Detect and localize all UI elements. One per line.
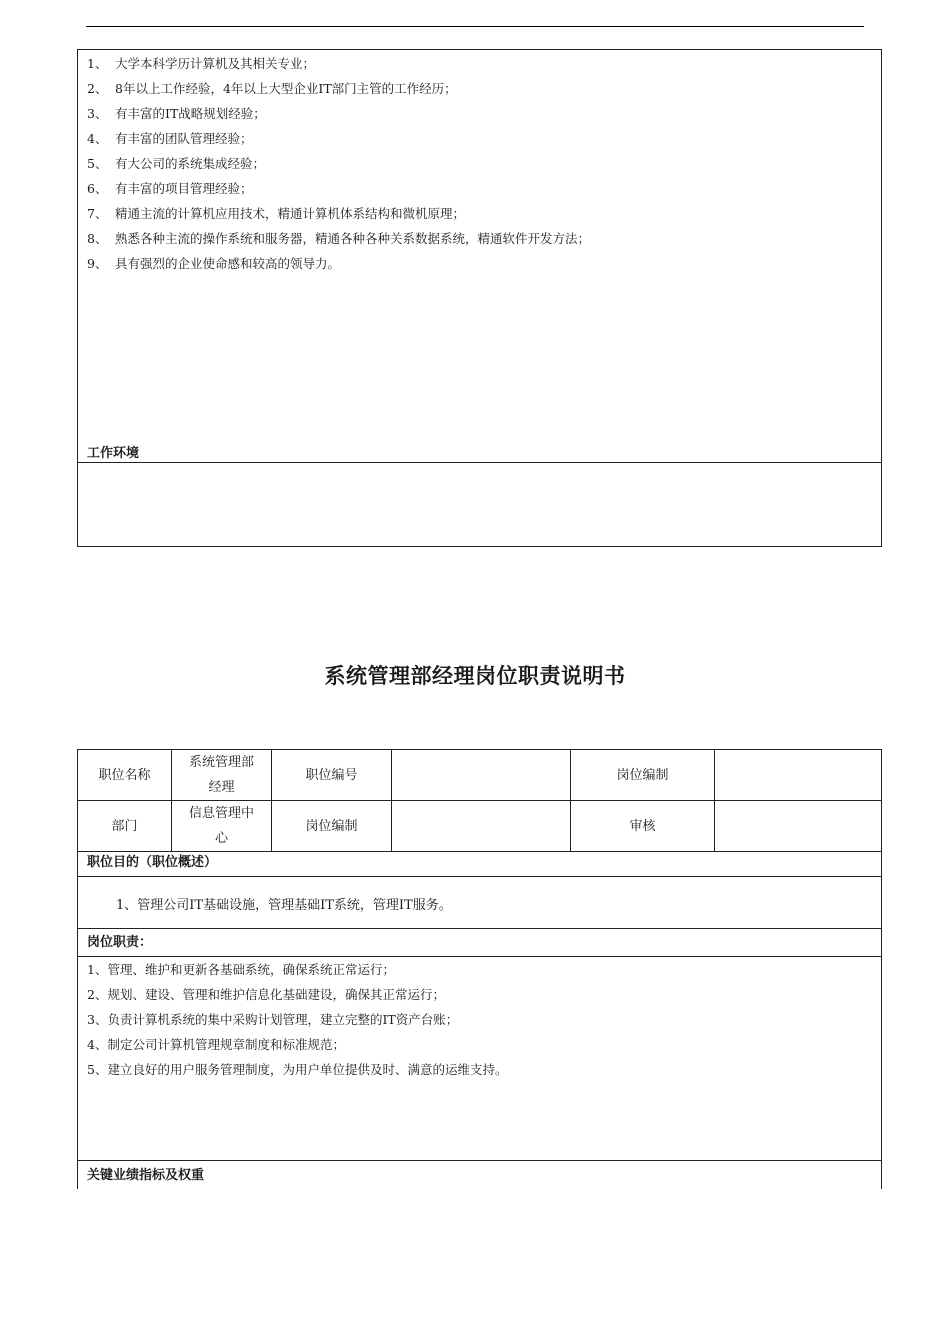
headcount-label: 岗位编制 <box>571 750 715 801</box>
position-name-value: 系统管理部 经理 <box>172 750 272 801</box>
list-item: 8、 熟悉各种主流的操作系统和服务器，精通各种各种关系数据系统，精通软件开发方法； <box>87 231 591 246</box>
list-item: 5、建立良好的用户服务管理制度，为用户单位提供及时、满意的运维支持。 <box>87 1062 508 1077</box>
job-info-table <box>77 749 882 852</box>
requirements-list <box>87 56 590 281</box>
position-code-label: 职位编号 <box>272 750 392 801</box>
department-label: 部门 <box>78 801 172 852</box>
purpose-section <box>77 877 882 929</box>
headcount-value-2 <box>392 801 571 852</box>
list-item: 9、 具有强烈的企业使命感和较高的领导力。 <box>87 256 341 271</box>
header-rule <box>86 26 864 27</box>
purpose-heading: 职位目的（职位概述） <box>77 850 882 877</box>
list-item: 3、负责计算机系统的集中采购计划管理，建立完整的IT资产台账； <box>87 1012 459 1027</box>
review-label: 审核 <box>571 801 715 852</box>
list-item: 3、 有丰富的IT战略规划经验； <box>87 106 266 121</box>
list-item: 6、 有丰富的项目管理经验； <box>87 181 253 196</box>
duties-heading: 岗位职责： <box>77 929 882 957</box>
list-item: 2、规划、建设、管理和维护信息化基础建设，确保其正常运行； <box>87 987 445 1002</box>
list-item: 5、 有大公司的系统集成经验； <box>87 156 266 171</box>
list-item: 4、 有丰富的团队管理经验； <box>87 131 253 146</box>
duties-list <box>87 961 507 1086</box>
table-row <box>78 750 882 801</box>
headcount-value <box>715 750 882 801</box>
duties-section <box>77 957 882 1161</box>
list-item: 1、管理、维护和更新各基础系统，确保系统正常运行； <box>87 962 395 977</box>
purpose-text: 1、管理公司IT基础设施，管理基础IT系统，管理IT服务。 <box>116 898 452 913</box>
review-value <box>715 801 882 852</box>
table-row <box>78 801 882 852</box>
section-divider <box>78 462 881 463</box>
list-item: 2、 8年以上工作经验，4年以上大型企业IT部门主管的工作经历； <box>87 81 457 96</box>
department-value: 信息管理中 心 <box>172 801 272 852</box>
position-code-value <box>392 750 571 801</box>
list-item: 4、制定公司计算机管理规章制度和标准规范； <box>87 1037 345 1052</box>
list-item: 1、 大学本科学历计算机及其相关专业； <box>87 56 316 71</box>
position-name-label: 职位名称 <box>78 750 172 801</box>
kpi-heading: 关键业绩指标及权重 <box>77 1161 882 1189</box>
qualification-box <box>77 49 882 547</box>
list-item: 7、 精通主流的计算机应用技术，精通计算机体系结构和微机原理； <box>87 206 466 221</box>
work-environment-label: 工作环境 <box>87 446 140 461</box>
document-title: 系统管理部经理岗位职责说明书 <box>324 664 626 688</box>
headcount-label-2: 岗位编制 <box>272 801 392 852</box>
